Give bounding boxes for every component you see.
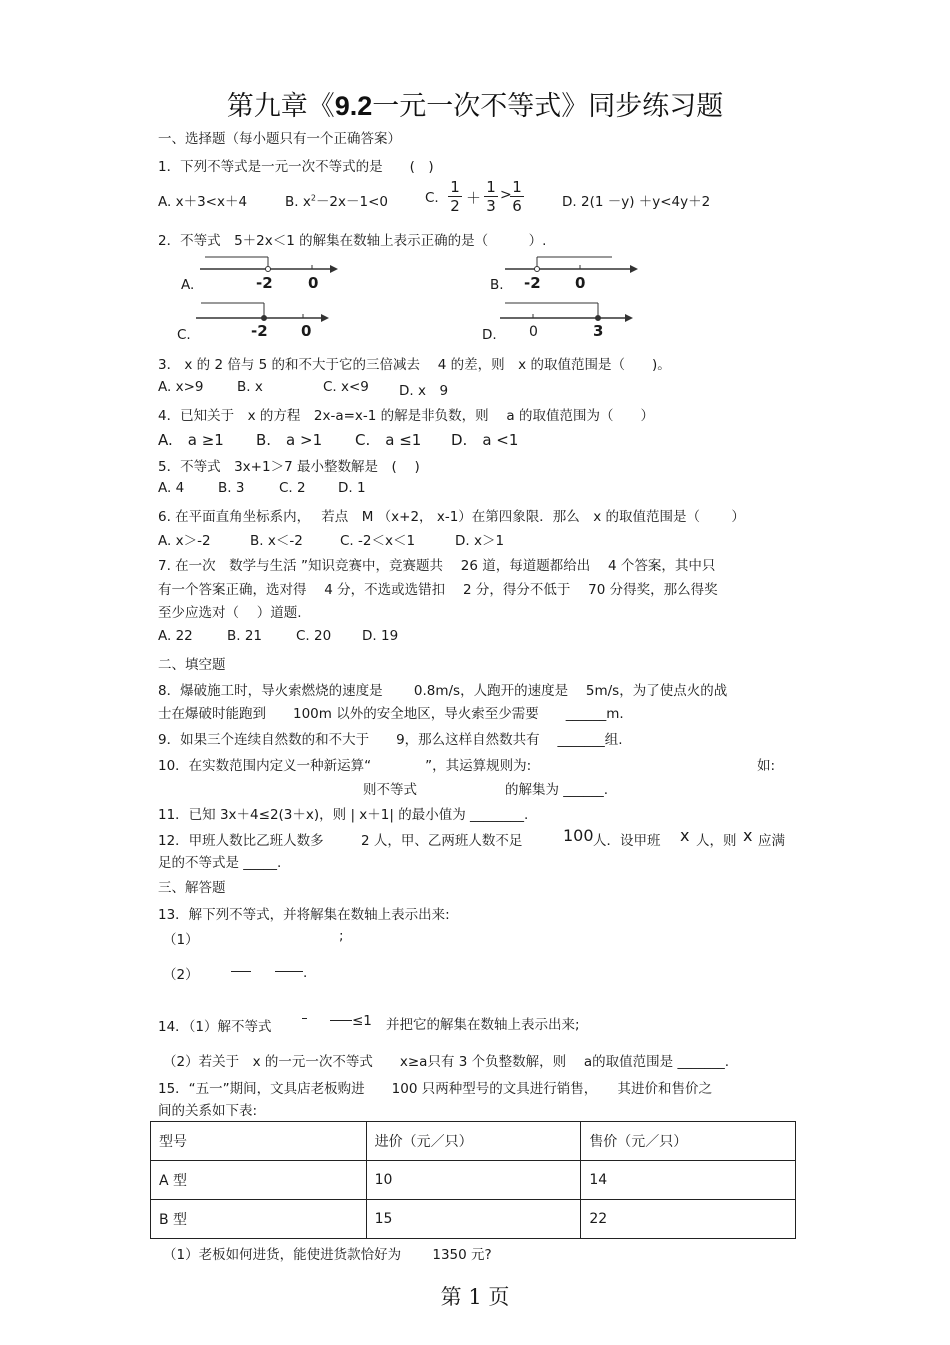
- q12-part-h: 应满: [758, 833, 785, 849]
- q1-option-a: A. x＋3<x＋4: [158, 194, 248, 210]
- q1-plus-sign: ＋: [466, 189, 482, 207]
- q4-stem: 4．已知关于 x 的方程 2x-a=x-1 的解是非负数，则 a 的取值范围为（ ）: [158, 408, 654, 424]
- table-cell: A 型: [151, 1161, 367, 1200]
- q14-part-1-c: 并把它的解集在数轴上表示出来;: [386, 1017, 580, 1033]
- q13-part-2: （2）: [163, 967, 199, 983]
- table-header-cell: 型号: [151, 1122, 367, 1161]
- q7-line-1: 7. 在一次 数学与生活 ”知识竞赛中，竞赛题共 26 道，每道题都给出 4 个答案，其中只: [158, 558, 716, 574]
- q2-option-a-label: A.: [181, 277, 195, 293]
- q1-fraction-2: 1 3: [484, 178, 498, 215]
- q2-b-tick-2: 0: [575, 274, 586, 292]
- q2-option-b-label: B.: [490, 277, 504, 293]
- q13-fraction-bar-2: [275, 971, 303, 972]
- q3-option-a: A. x>9: [158, 379, 204, 395]
- q3-stem: 3． x 的 2 倍与 5 的和不大于它的三倍减去 4 的差，则 x 的取值范围是（ )。: [158, 357, 671, 373]
- q3-option-d: D. x 9: [399, 383, 449, 399]
- q8-line-2: 士在爆破时能跑到 100m 以外的安全地区，导火索至少需要 ______m.: [158, 706, 624, 722]
- q12-part-g: x: [743, 826, 753, 845]
- q1-option-d: D. 2(1 －y) ＋y<4y＋2: [562, 194, 711, 210]
- q2-option-d-label: D.: [482, 327, 497, 343]
- table-header-cell: 进价（元／只）: [366, 1122, 581, 1161]
- q6-option-c: C. -2＜x＜1: [340, 533, 416, 549]
- q3-option-b: B. x: [237, 379, 263, 395]
- q12-part-f: 人，则: [696, 833, 737, 849]
- q12-part-e: x: [680, 826, 690, 845]
- q10-line-2-a: 则不等式: [363, 782, 417, 798]
- page-number-footer: 第 1 页: [440, 1285, 510, 1309]
- q2-c-tick-1: -2: [251, 322, 268, 340]
- table-row: [151, 1200, 796, 1239]
- q2-d-tick-2: 3: [593, 322, 604, 340]
- q5-option-a: A. 4: [158, 480, 185, 496]
- table-row: [151, 1161, 796, 1200]
- q6-option-d: D. x＞1: [455, 533, 505, 549]
- table-cell: 15: [366, 1200, 581, 1239]
- table-header-cell: 售价（元／只）: [581, 1122, 796, 1161]
- q14-part-1-a: 14．（1）解不等式: [158, 1019, 272, 1035]
- q2-number-line-d: [500, 300, 640, 340]
- q9-stem: 9．如果三个连续自然数的和不大于 9，那么这样自然数共有 _______组.: [158, 732, 623, 748]
- q6-stem: 6. 在平面直角坐标系内， 若点 M （x+2， x-1）在第四象限．那么 x 的取值范围是（ ）: [158, 509, 745, 525]
- q1-fraction-1: 1 2: [448, 178, 462, 215]
- q4-option-c: C. a ≤1: [355, 431, 422, 449]
- table-cell: 10: [366, 1161, 581, 1200]
- q1-stem: 1．下列不等式是一元一次不等式的是 ( ): [158, 159, 434, 175]
- price-table: [150, 1121, 796, 1239]
- q3-option-c: C. x<9: [323, 379, 369, 395]
- table-cell: B 型: [151, 1200, 367, 1239]
- q10-line-1: 10．在实数范围内定义一种新运算“ ”，其运算规则为:: [158, 758, 532, 774]
- table-cell: 22: [581, 1200, 796, 1239]
- page-title: [0, 84, 950, 123]
- q2-stem: 2．不等式 5＋2x＜1 的解集在数轴上表示正确的是（ ）.: [158, 233, 547, 249]
- q10-example-label: 如:: [757, 758, 776, 774]
- q1-option-c-label: C.: [425, 190, 439, 206]
- section-heading-choice: 一、选择题（每小题只有一个正确答案）: [158, 131, 401, 147]
- q12-part-b: 2 人，甲、乙两班人数不足: [361, 833, 523, 849]
- q14-fraction-bar: [330, 1020, 352, 1021]
- q7-line-2: 有一个答案正确，选对得 4 分，不选或选错扣 2 分，得分不低于 70 分得奖，那么得奖: [158, 582, 718, 598]
- q12-part-d: 人．设甲班: [593, 833, 661, 849]
- q2-a-tick-1: -2: [256, 274, 273, 292]
- q13-part-1-end: ;: [339, 928, 344, 944]
- q4-option-b: B. a >1: [256, 431, 323, 449]
- q13-part-2-end: .: [303, 965, 308, 981]
- q11-stem: 11．已知 3x＋4≤2(3＋x)，则 | x＋1| 的最小值为 ________.: [158, 807, 529, 823]
- q2-c-tick-2: 0: [301, 322, 312, 340]
- q15-sub-question-1: （1）老板如何进货，能使进货款恰好为 1350 元?: [163, 1247, 492, 1263]
- q14-minus-sign: [302, 1018, 307, 1019]
- q12-part-c: 100: [563, 826, 594, 845]
- q5-option-c: C. 2: [279, 480, 306, 496]
- q1-option-b: B. $x^2-2x-1<0$: [285, 193, 389, 210]
- q2-a-tick-2: 0: [308, 274, 319, 292]
- q10-line-2-b: 的解集为 ______.: [505, 782, 609, 798]
- q15-line-1: 15．“五一”期间，文具店老板购进 100 只两种型号的文具进行销售， 其进价和售价之: [158, 1081, 712, 1097]
- q7-option-b: B. 21: [227, 628, 263, 644]
- q12-part-a: 12．甲班人数比乙班人数多: [158, 833, 324, 849]
- q6-option-b: B. x＜-2: [250, 533, 303, 549]
- q2-d-tick-1: 0: [529, 324, 538, 340]
- q2-option-c-label: C.: [177, 327, 191, 343]
- q12-line-2: 足的不等式是 _____.: [158, 855, 282, 871]
- q8-line-1: 8．爆破施工时，导火索燃烧的速度是 0.8m/s，人跑开的速度是 5m/s，为了使点火的战: [158, 683, 728, 699]
- table-header-row: [151, 1122, 796, 1161]
- q6-option-a: A. x＞-2: [158, 533, 211, 549]
- q1-greater-sign: >: [500, 187, 512, 203]
- title-number: 9.2: [334, 91, 373, 121]
- q15-line-2: 间的关系如下表:: [158, 1103, 258, 1119]
- q5-option-d: D. 1: [338, 480, 366, 496]
- section-heading-solve: 三、解答题: [158, 880, 226, 896]
- q7-line-3: 至少应选对（ ）道题.: [158, 605, 302, 621]
- q7-option-c: C. 20: [296, 628, 332, 644]
- q13-part-1: （1）: [163, 932, 199, 948]
- q5-stem: 5．不等式 3x+1＞7 最小整数解是 ( ): [158, 459, 420, 475]
- q7-option-a: A. 22: [158, 628, 193, 644]
- title-prefix: 第九章《: [226, 91, 335, 122]
- section-heading-fill: 二、填空题: [158, 657, 226, 673]
- q14-part-2: （2）若关于 x 的一元一次不等式 x≥a只有 3 个负整数解，则 a的取值范围是 _______.: [163, 1054, 730, 1070]
- title-suffix: 一元一次不等式》同步练习题: [372, 91, 724, 122]
- table-cell: 14: [581, 1161, 796, 1200]
- q13-stem: 13．解下列不等式，并将解集在数轴上表示出来:: [158, 907, 450, 923]
- q4-option-d: D. a <1: [451, 431, 519, 449]
- q5-option-b: B. 3: [218, 480, 245, 496]
- q13-fraction-bar-1: [231, 971, 251, 972]
- q1-fraction-3: 1 6: [510, 178, 524, 215]
- q4-option-a: A. a ≥1: [158, 431, 224, 449]
- q7-option-d: D. 19: [362, 628, 399, 644]
- q14-part-1-b: ≤1: [352, 1013, 372, 1029]
- q2-b-tick-1: -2: [524, 274, 541, 292]
